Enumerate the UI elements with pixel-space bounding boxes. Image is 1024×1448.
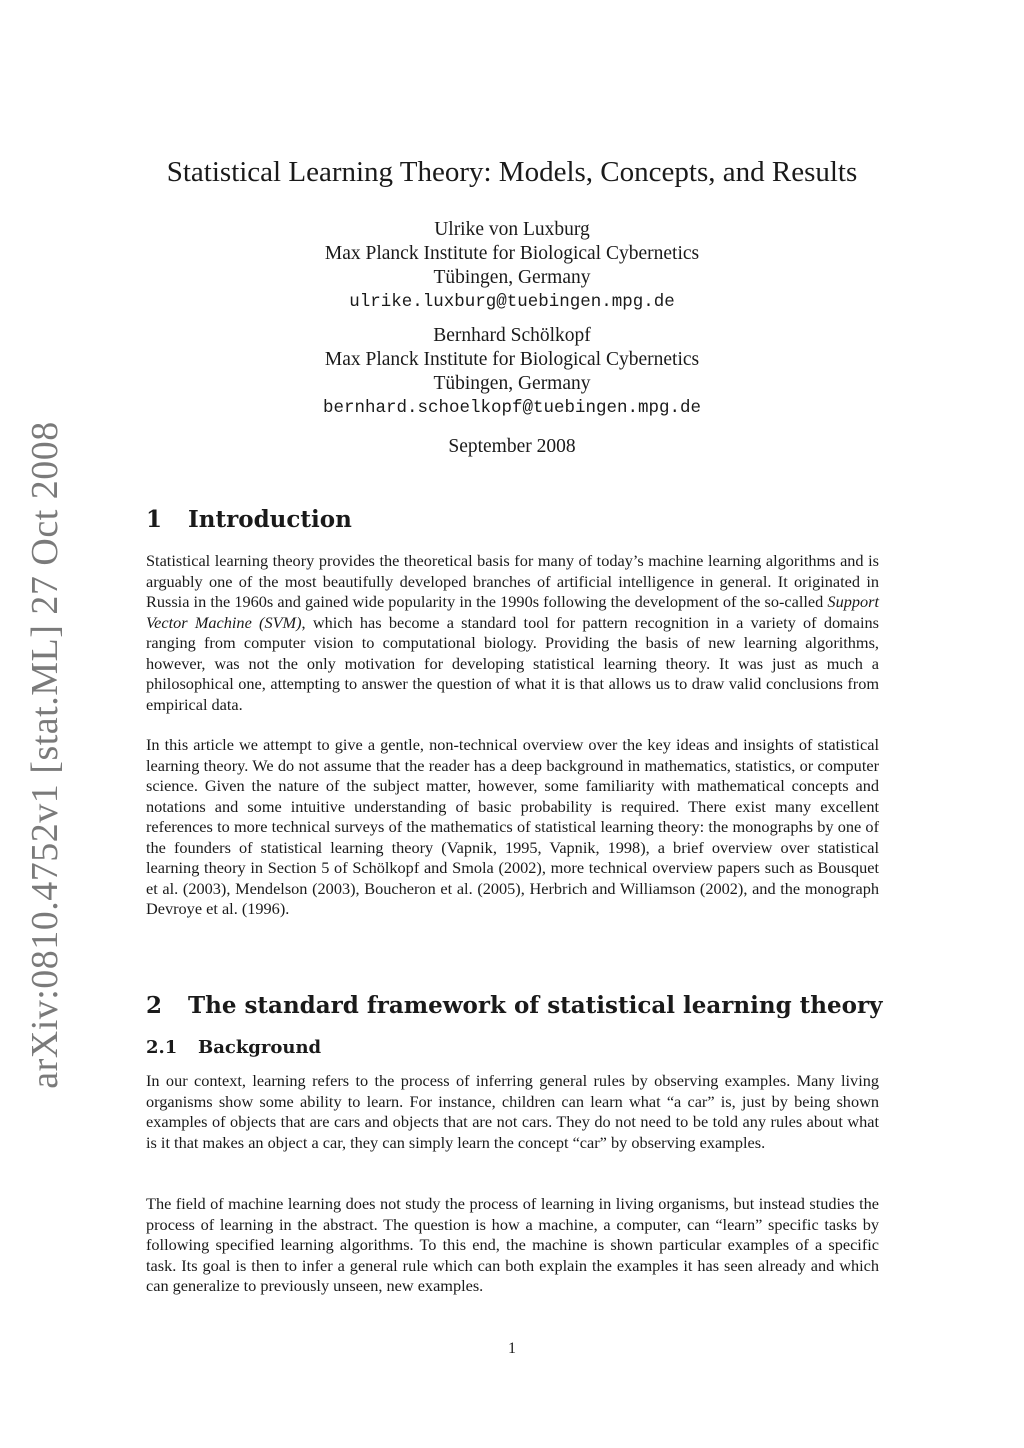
intro-paragraph-1 (146, 551, 879, 715)
section-heading-introduction (146, 506, 352, 533)
background-paragraph-1: In our context, learning refers to the process of inferring general rules by observing examples. Many living organisms show some ability to learn. For instance, children can learn what “a car” is, just by being shown examples of objects that are cars and objects that are not cars. They do not need to be told any rules about what is it that makes an object a car, they can simply learn the concept “car” by observing examples. (146, 1071, 879, 1152)
author-email[interactable]: bernhard.schoelkopf@tuebingen.mpg.de (322, 398, 702, 418)
paragraph-text: Statistical learning theory provides the theoretical basis for many of today’s machine learning algorithms and is arguably one of the most beautifully developed branches of artificial intelligence in general. It originated in Russia in the 1960s and gained wide popularity in the 1990s following the development of the so-called (146, 551, 879, 612)
section-title: Introduction (188, 506, 352, 533)
background-paragraph-2: The field of machine learning does not study the process of learning in living organisms, but instead studies the process of learning in the abstract. The question is how a machine, a computer, can “learn” specific tasks by following specified learning algorithms. To this end, the machine is shown particular examples of a specific task. Its goal is then to infer a general rule which can both explain the examples it has seen already and which can generalize to previously unseen, new examples. (146, 1194, 879, 1296)
section-heading-framework (146, 992, 882, 1019)
paragraph-text: , which has become a standard tool for pattern recognition in a variety of domains ranging from computer vision to computational biology. Providing the basis of new learning algorithms, however, was not the only motivation for developing statistical learning theory. It was just as much a philosophical one, attempting to answer the question of what it is that allows us to draw valid conclusions from empirical data. (146, 612, 879, 714)
author-name: Ulrike von Luxburg (434, 219, 590, 240)
publication-date: September 2008 (448, 436, 576, 457)
intro-paragraph-2: In this article we attempt to give a gentle, non-technical overview over the key ideas and insights of statistical learning theory. We do not assume that the reader has a deep background in mathematics, statistics, or computer science. Given the nature of the subject matter, however, some familiarity with mathematical concepts and notations and some intuitive understanding of basic probability is required. There exist many excellent references to more technical surveys of the mathematics of statistical learning theory: the monographs by one of the founders of statistical learning theory (Vapnik, 1995, Vapnik, 1998), a brief overview over statistical learning theory in Section 5 of Schölkopf and Smola (2002), more technical overview papers such as Bousquet et al. (2003), Mendelson (2003), Boucheron et al. (2005), Herbrich and Williamson (2002), and the monograph Devroye et al. (1996). (146, 735, 879, 919)
author-location: Tübingen, Germany (433, 373, 591, 394)
section-title: The standard framework of statistical learning theory (188, 992, 883, 1019)
svm-emphasis: Support Vector Machine (SVM) (146, 592, 879, 632)
author-affiliation: Max Planck Institute for Biological Cybernetics (324, 243, 700, 264)
author-list (0, 218, 1024, 430)
subsection-title: Background (198, 1037, 322, 1058)
section-number: 2 (146, 992, 163, 1019)
author-affiliation: Max Planck Institute for Biological Cybernetics (324, 349, 700, 370)
author-name: Bernhard Schölkopf (433, 325, 591, 346)
arxiv-identifier-stamp: arXiv:0810.4752v1 [stat.ML] 27 Oct 2008 (24, 421, 66, 1089)
author-email[interactable]: ulrike.luxburg@tuebingen.mpg.de (349, 292, 675, 312)
paper-title: Statistical Learning Theory: Models, Concepts, and Results (166, 156, 858, 188)
author-block (0, 324, 1024, 420)
author-location: Tübingen, Germany (433, 267, 591, 288)
subsection-heading-background (146, 1037, 321, 1058)
section-number: 1 (146, 506, 163, 533)
page-number: 1 (508, 1340, 516, 1357)
author-block (0, 218, 1024, 314)
subsection-number: 2.1 (146, 1037, 178, 1058)
